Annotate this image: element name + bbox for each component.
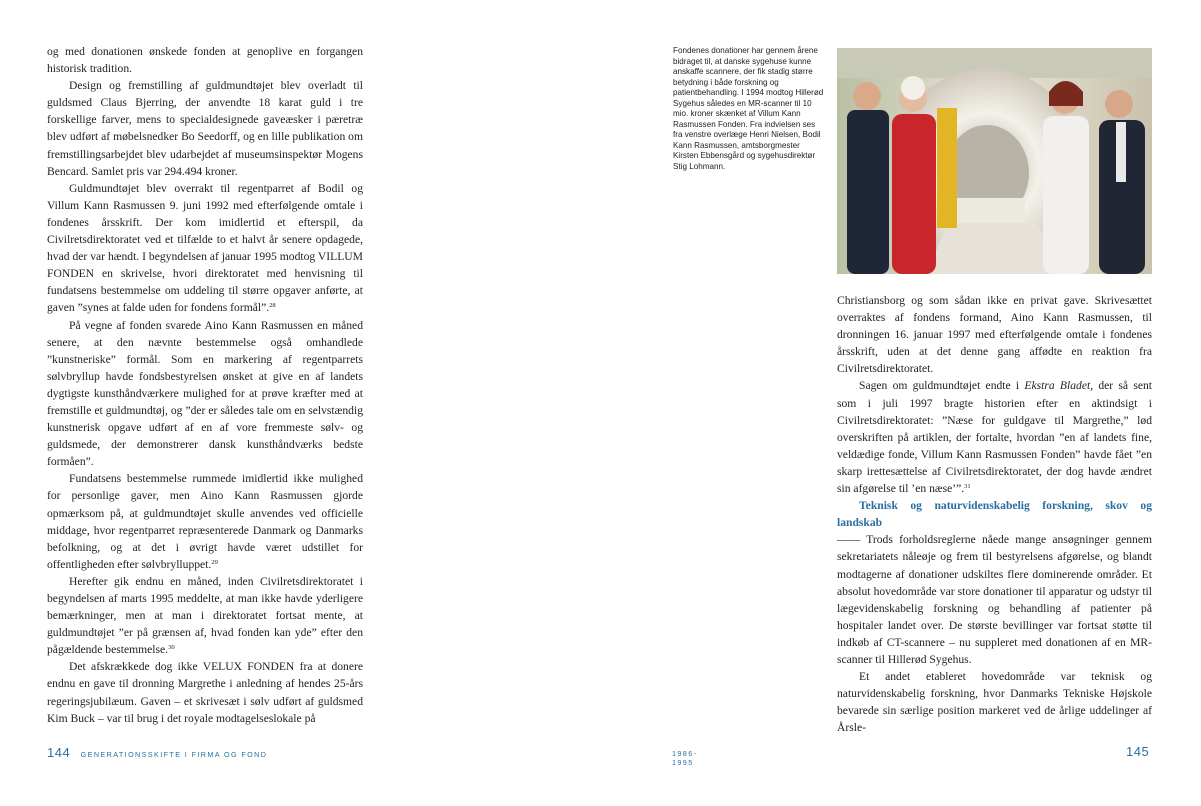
running-title: GENERATIONSSKIFTE I FIRMA OG FOND [80,750,268,759]
paragraph: Et andet etableret hovedområde var teknisk og naturvidenskabelig forskning, hvor Danmarks Tekniske Højskole bevarede sin særlige position markeret ved de årlige uddelinger af Årsle- [837,670,1152,735]
section-heading: Teknisk og naturvidenskabelig forskning, skov og landskab [837,499,1152,530]
paragraph: Herefter gik endnu en måned, inden Civilretsdirektoratet i begyndelsen af marts 1995 meddelte, at man ikke havde yderligere bemærkninger, men at man i direktoratet fortsat mente, at guldmundtøjet ”er på grænsen af, hvad fonden kan yde” efter den pågældende bestemmelse.$^{30}$ [47,574,363,657]
footnote-ref: 30 [168,644,175,652]
publication-title: Ekstra Bladet [1024,379,1091,393]
photo-illustration [837,48,1152,274]
paragraph: og med donationen ønskede fonden at genoplive en forgangen historisk tradition. [47,45,363,76]
paragraph: Design og fremstilling af guldmundtøjet blev overladt til guldsmed Claus Bjerring, der anvendte 18 karat guld i tre forskellige farver, mens to specialdesignede gaveæsker i pæretræ blev udført af møbelsnedker Bo Seedorff, og en lille publikation om fremstillingsarbejdet blev udarbejdet af museumsinspektør Mogens Bencard. Samlet pris var 294.494 kroner. [47,79,363,178]
photo-mr-scanner-inauguration [837,48,1152,274]
left-body-text [47,43,363,727]
paragraph: Christiansborg og som sådan ikke en privat gave. Skrivesættet overraktes af fondens formand, Aino Kann Rasmussen, til dronningen 16. januar 1997 med efterfølgende omtale i fondenes årsskrift, uden at det denne gang affødte en reaktion fra Civilretsdirektoratet. [837,294,1152,376]
footnote-ref: 31 [964,483,971,491]
paragraph: —— Trods forholdsreglerne nåede mange ansøgninger gennem sekretariatets nåleøje og frem til bestyrelsens afgørelse, og blandt modtagerne af donationer udskiltes flere dominerende områder. Et absolut hovedområde var store donationer til apparatur og udstyr til lægevidenskabelig forskning og behandling af patienter på hospitaler landet over. De største bevillinger var fortsat støtte til indkøb af CT-scannere – nu suppleret med donationen af en MR-scanner til Hillerød Sygehus. [837,533,1152,666]
right-body-text [837,292,1152,736]
period-folio: 1986-1995 [672,749,698,767]
paragraph: Det afskrækkede dog ikke VELUX FONDEN fra at donere endnu en gave til dronning Margrethe i anledning af hendes 25-års regeringsjubilæum. Gaven – et skrivesæt i sølv udført af guldsmed Kim Buck – var til brug i det royale modtagelseslokale på [47,660,363,725]
paragraph: Fundatsens bestemmelse rummede imidlertid ikke mulighed for personlige gaver, men Aino Kann Rasmussen gjorde opmærksom på, at guldmundtøjet skulle anvendes ved officielle middage, hvor regentparret repræsenterede Danmark og Danmarks befolkning, og at det i øvrigt havde været udstillet for offentligheden efter sølvbrylluppet.$^{29}$ [47,472,363,571]
footnote-ref: 28 [269,302,276,310]
right-page [600,0,1201,806]
page-number: 144 [47,745,71,760]
footnote-ref: 29 [211,558,218,566]
paragraph: Sagen om guldmundtøjet endte i Ekstra Bladet, der så sent som i juli 1997 bragte historien efter en aktindsigt i Civilretsdirektoratet: ”Næse for guldgave til Margrethe,” lød overskriften på artiklen, der fortalte, hvordan ”en af landets fine, veldædige fonde, Villum Kann Rasmussen Fonden” havde fået ”en skarp irettesættelse af Civilretsdirektoratet, der dog havde ændret sin afgørelse til ’en næse’”.$^{31}$ [837,379,1152,496]
left-footer [47,744,267,762]
photo-caption: Fondenes donationer har gennem årene bidraget til, at danske sygehuse kunne anskaffe scannere, der fik stadig større betydning i både forskning og patientbehandling. I 1994 modtog Hillerød Sygehus således en MR-scanner til 10 mio. kroner skænket af Villum Kann Rasmussen Fonden. Fra indvielsen ses fra venstre overlæge Henri Nielsen, Bodil Kann Rasmussen, amtsborgmester Kirsten Ebbensgård og sygehusdirektør Stig Lohmann. [673,46,824,172]
page-number: 145 [1126,744,1150,759]
paragraph: På vegne af fonden svarede Aino Kann Rasmussen en måned senere, at den nævnte bestemmelse også omhandlede ”kunstneriske” formål. Som en markering af regentparrets sølvbryllup havde fondsbestyrelsen ønsket at give en af landets dygtigste kunsthåndværkere mulighed for at prøve kræfter med at fremstille et guldmundtøj, og ”der er således tale om en selvstændig kunstnerisk opgave udført af en af vore fremmeste sølv- og guldsmede, der demonstrerer dansk kunsthåndværks bedste formåen”. [47,318,363,469]
paragraph: Guldmundtøjet blev overrakt til regentparret af Bodil og Villum Kann Rasmussen 9. juni 1992 med efterfølgende omtale i fondenes årsskrift. Der kom imidlertid et efterspil, da Civilretsdirektoratet ved et tilfælde to et halvt år senere opdagede, hvad der var hændt. I begyndelsen af januar 1995 modtog VILLUM FONDEN en skrivelse, hvori direktoratet med henvisning til fundatsens bestemmelse om uddeling til større opgaver anførte, at gaven ”synes at falde uden for fondens formål”.$^{28}$ [47,181,363,315]
